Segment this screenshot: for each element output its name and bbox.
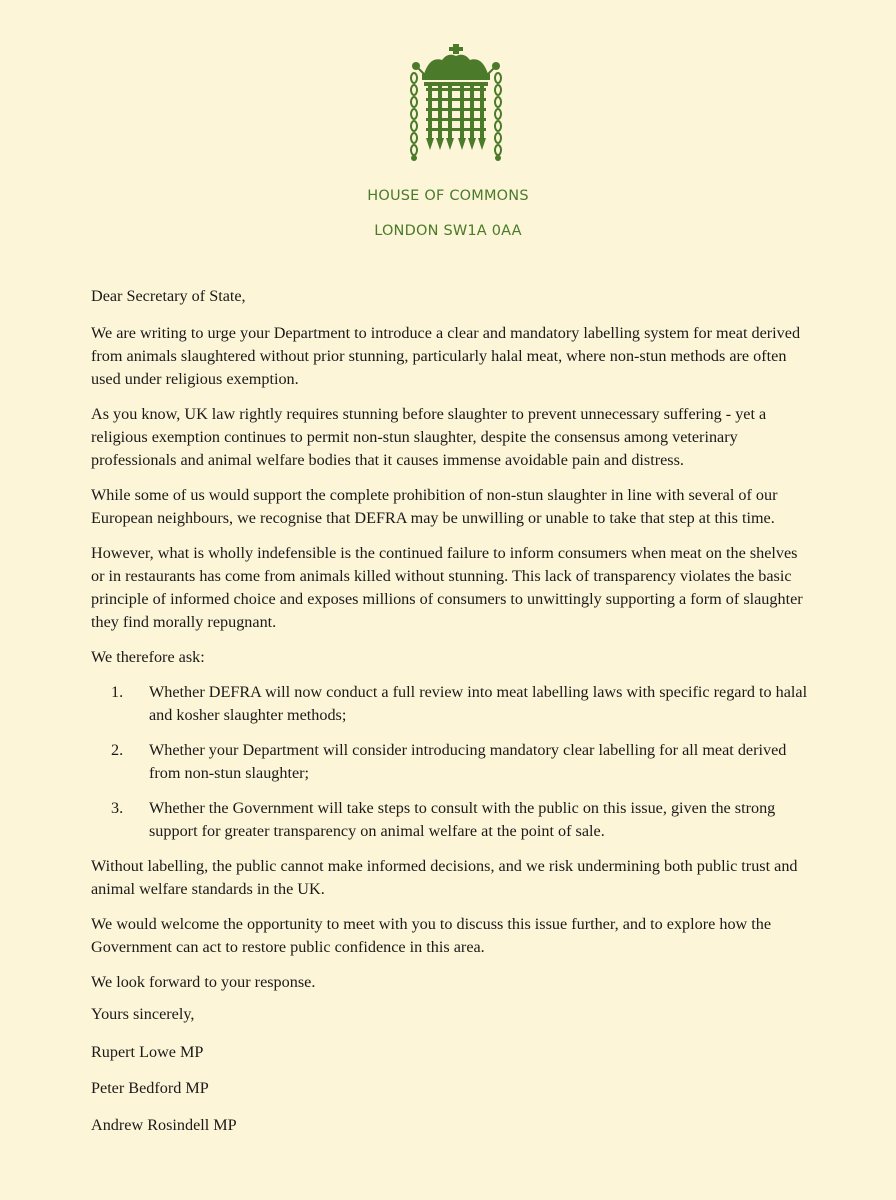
letter-body: [91, 285, 813, 1006]
letterhead-title: HOUSE OF COMMONS: [367, 188, 529, 204]
list-number: 1.: [111, 683, 124, 701]
paragraph: Without labelling, the public cannot make informed decisions, and we risk undermining both public trust and animal welfare standards in the UK.: [91, 857, 798, 898]
paragraph: However, what is wholly indefensible is the continued failure to inform consumers when meat on the shelves or in restaurants has come from animals killed without stunning. This lack of transparency violates the basic principle of informed choice and exposes millions of consumers to unwittingly supporting a form of slaughter they find morally repugnant.: [91, 544, 803, 631]
signatory: Andrew Rosindell MP: [91, 1116, 237, 1134]
signatory: Rupert Lowe MP: [91, 1043, 204, 1061]
paragraph: We look forward to your response.: [91, 973, 316, 991]
list-item: [91, 797, 813, 843]
list-number: 2.: [111, 741, 124, 759]
paragraph: While some of us would support the complete prohibition of non-stun slaughter in line with several of our European neighbours, we recognise that DEFRA may be unwilling or unable to take that step at this time.: [91, 486, 778, 527]
paragraph: We are writing to urge your Department to introduce a clear and mandatory labelling system for meat derived from animals slaughtered without prior stunning, particularly halal meat, where non-stun methods are often used under religious exemption.: [91, 324, 801, 388]
list-text: Whether your Department will consider introducing mandatory clear labelling for all meat derived from non-stun slaughter;: [149, 741, 787, 782]
sign-off: Yours sincerely,: [91, 1005, 195, 1023]
paragraph: We therefore ask:: [91, 648, 205, 666]
signatory: Peter Bedford MP: [91, 1079, 209, 1097]
paragraph: We would welcome the opportunity to meet with you to discuss this issue further, and to explore how the Government can act to restore public confidence in this area.: [91, 915, 772, 956]
list-item: [91, 739, 813, 785]
list-number: 3.: [111, 799, 124, 817]
salutation: Dear Secretary of State,: [91, 287, 246, 305]
paragraph: As you know, UK law rightly requires stunning before slaughter to prevent unnecessary suffering - yet a religious exemption continues to permit non-stun slaughter, despite the consensus among veterinary professionals and animal welfare bodies that it causes immense avoidable pain and distress.: [91, 405, 767, 469]
portcullis-icon: [404, 42, 508, 164]
asks-list: [91, 681, 813, 843]
list-text: Whether the Government will take steps to consult with the public on this issue, given the strong support for greater transparency on animal welfare at the point of sale.: [149, 799, 776, 840]
list-text: Whether DEFRA will now conduct a full review into meat labelling laws with specific regard to halal and kosher slaughter methods;: [149, 683, 808, 724]
letterhead-address: LONDON SW1A 0AA: [374, 223, 522, 239]
list-item: [91, 681, 813, 727]
